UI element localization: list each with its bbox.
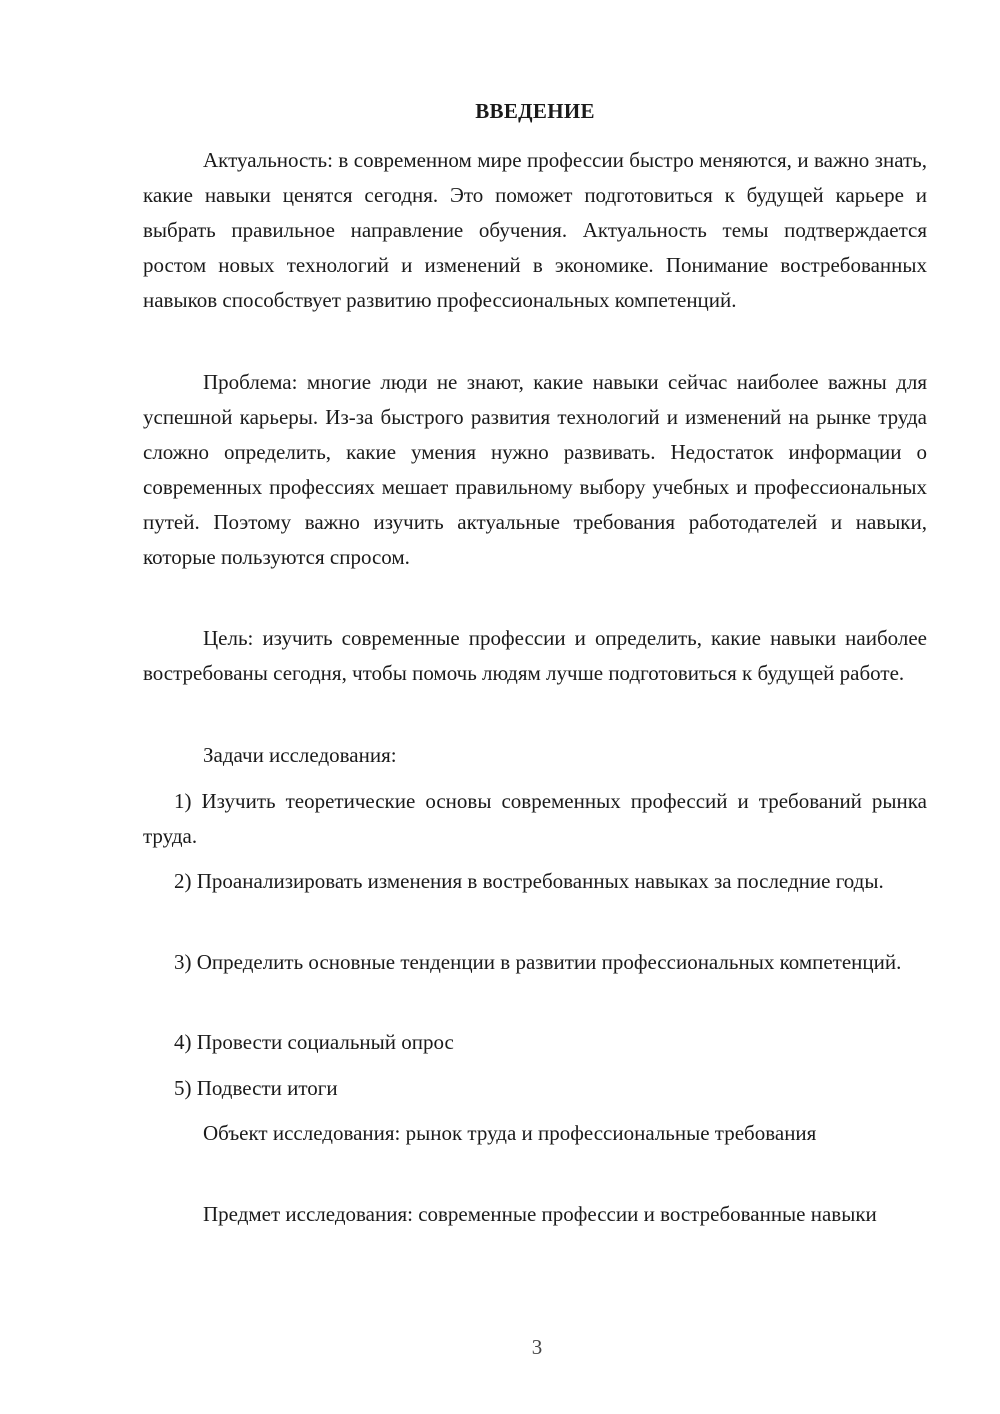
task-item-2: 2) Проанализировать изменения в востребованных навыках за последние годы.: [174, 869, 884, 893]
research-object-paragraph: Объект исследования: рынок труда и профессиональные требования: [203, 1121, 817, 1145]
tasks-heading: Задачи исследования:: [203, 743, 397, 767]
relevance-paragraph: Актуальность: в современном мире профессии быстро меняются, и важно знать, какие навыки ценятся сегодня. Это поможет подготовиться к будущей карьере и выбрать правильное направление обучения. Актуальность темы подтверждается ростом новых технологий и изменений в экономике. Понимание востребованных навыков способствует развитию профессиональных компетенций.: [143, 148, 927, 312]
goal-paragraph: Цель: изучить современные профессии и определить, какие навыки наиболее востребованы сегодня, чтобы помочь людям лучше подготовиться к будущей работе.: [143, 626, 927, 685]
page-number: 3: [531, 1335, 543, 1359]
task-item-3: 3) Определить основные тенденции в развитии профессиональных компетенций.: [174, 950, 902, 974]
research-subject-paragraph: Предмет исследования: современные профессии и востребованные навыки: [203, 1202, 877, 1226]
task-item-5: 5) Подвести итоги: [174, 1076, 338, 1100]
problem-paragraph: Проблема: многие люди не знают, какие навыки сейчас наиболее важны для успешной карьеры. Из-за быстрого развития технологий и изменений на рынке труда сложно определить, какие умения нужно развивать. Недостаток информации о современных профессиях мешает правильному выбору учебных и профессиональных путей. Поэтому важно изучить актуальные требования работодателей и навыки, которые пользуются спросом.: [143, 370, 927, 569]
task-item-1: 1) Изучить теоретические основы современных профессий и требований рынка труда.: [143, 789, 927, 848]
section-heading: ВВЕДЕНИЕ: [475, 99, 595, 123]
task-item-4: 4) Провести социальный опрос: [174, 1030, 454, 1054]
